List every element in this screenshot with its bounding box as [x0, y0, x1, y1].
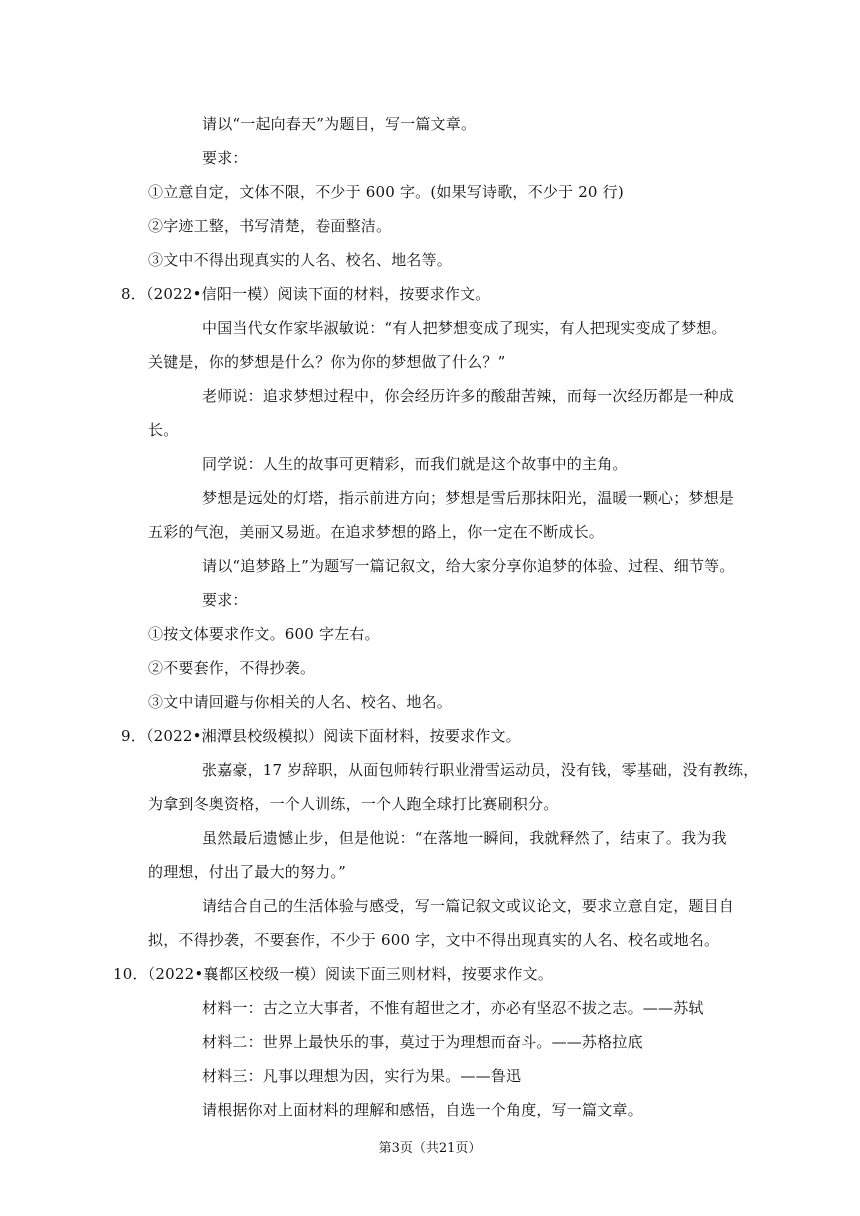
question-heading: 8．（2022•信阳一模）阅读下面的材料，按要求作文。 [121, 285, 491, 303]
text-line: 同学说：人生的故事可更精彩，而我们就是这个故事中的主角。 [202, 455, 628, 473]
text-line: 要求： [202, 149, 248, 167]
text-line: 中国当代女作家毕淑敏说：“有人把梦想变成了现实，有人把现实变成了梦想。 [202, 319, 727, 337]
page-number-footer: 第3页（共21页） [378, 1141, 482, 1156]
text-line: 的理想，付出了最大的努力。” [148, 863, 346, 881]
text-line: 材料三：凡事以理想为因，实行为果。——鲁迅 [202, 1067, 522, 1085]
text-line: 为拿到冬奥资格，一个人训练，一个人跑全球打比赛刷积分。 [148, 795, 559, 813]
text-line: 老师说：追求梦想过程中，你会经历许多的酸甜苦辣，而每一次经历都是一种成 [202, 387, 735, 405]
text-line: 五彩的气泡，美丽又易逝。在追求梦想的路上，你一定在不断成长。 [148, 523, 605, 541]
text-line: 材料二：世界上最快乐的事，莫过于为理想而奋斗。——苏格拉底 [202, 1033, 643, 1051]
text-line: 长。 [148, 421, 179, 439]
text-line: 关键是，你的梦想是什么？你为你的梦想做了什么？” [148, 353, 506, 371]
text-line: ②不要套作，不得抄袭。 [148, 659, 316, 677]
text-line: 请以“追梦路上”为题写一篇记叙文，给大家分享你追梦的体验、过程、细节等。 [202, 557, 735, 575]
text-line: 请根据你对上面材料的理解和感悟，自选一个角度，写一篇文章。 [202, 1101, 643, 1119]
text-line: ②字迹工整，书写清楚，卷面整洁。 [148, 217, 392, 235]
text-line: 请以“一起向春天”为题目，写一篇文章。 [202, 115, 477, 133]
text-line: ③文中不得出现真实的人名、校名、地名等。 [148, 251, 453, 269]
text-line: 请结合自己的生活体验与感受，写一篇记叙文或议论文，要求立意自定，题目自 [202, 897, 735, 915]
text-line: 虽然最后遗憾止步，但是他说：“在落地一瞬间，我就释然了，结束了。我为我 [202, 829, 727, 847]
text-line: 拟，不得抄袭，不要套作，不少于 600 字，文中不得出现真实的人名、校名或地名。 [148, 931, 720, 949]
text-line: ③文中请回避与你相关的人名、校名、地名。 [148, 693, 453, 711]
question-heading: 9．（2022•湘潭县校级模拟）阅读下面材料，按要求作文。 [121, 727, 521, 745]
text-line: 梦想是远处的灯塔，指示前进方向；梦想是雪后那抹阳光，温暖一颗心；梦想是 [202, 489, 735, 507]
text-line: ①按文体要求作文。600 字左右。 [148, 625, 380, 643]
question-heading: 10．（2022•襄都区校级一模）阅读下面三则材料，按要求作文。 [113, 965, 554, 983]
text-line: ①立意自定，文体不限，不少于 600 字。(如果写诗歌，不少于 20 行) [148, 183, 624, 201]
text-line: 张嘉豪，17 岁辞职，从面包师转行职业滑雪运动员，没有钱，零基础，没有教练， [202, 761, 759, 779]
text-line: 要求： [202, 591, 248, 609]
text-line: 材料一：古之立大事者，不惟有超世之才，亦必有坚忍不拔之志。——苏轼 [202, 999, 704, 1017]
